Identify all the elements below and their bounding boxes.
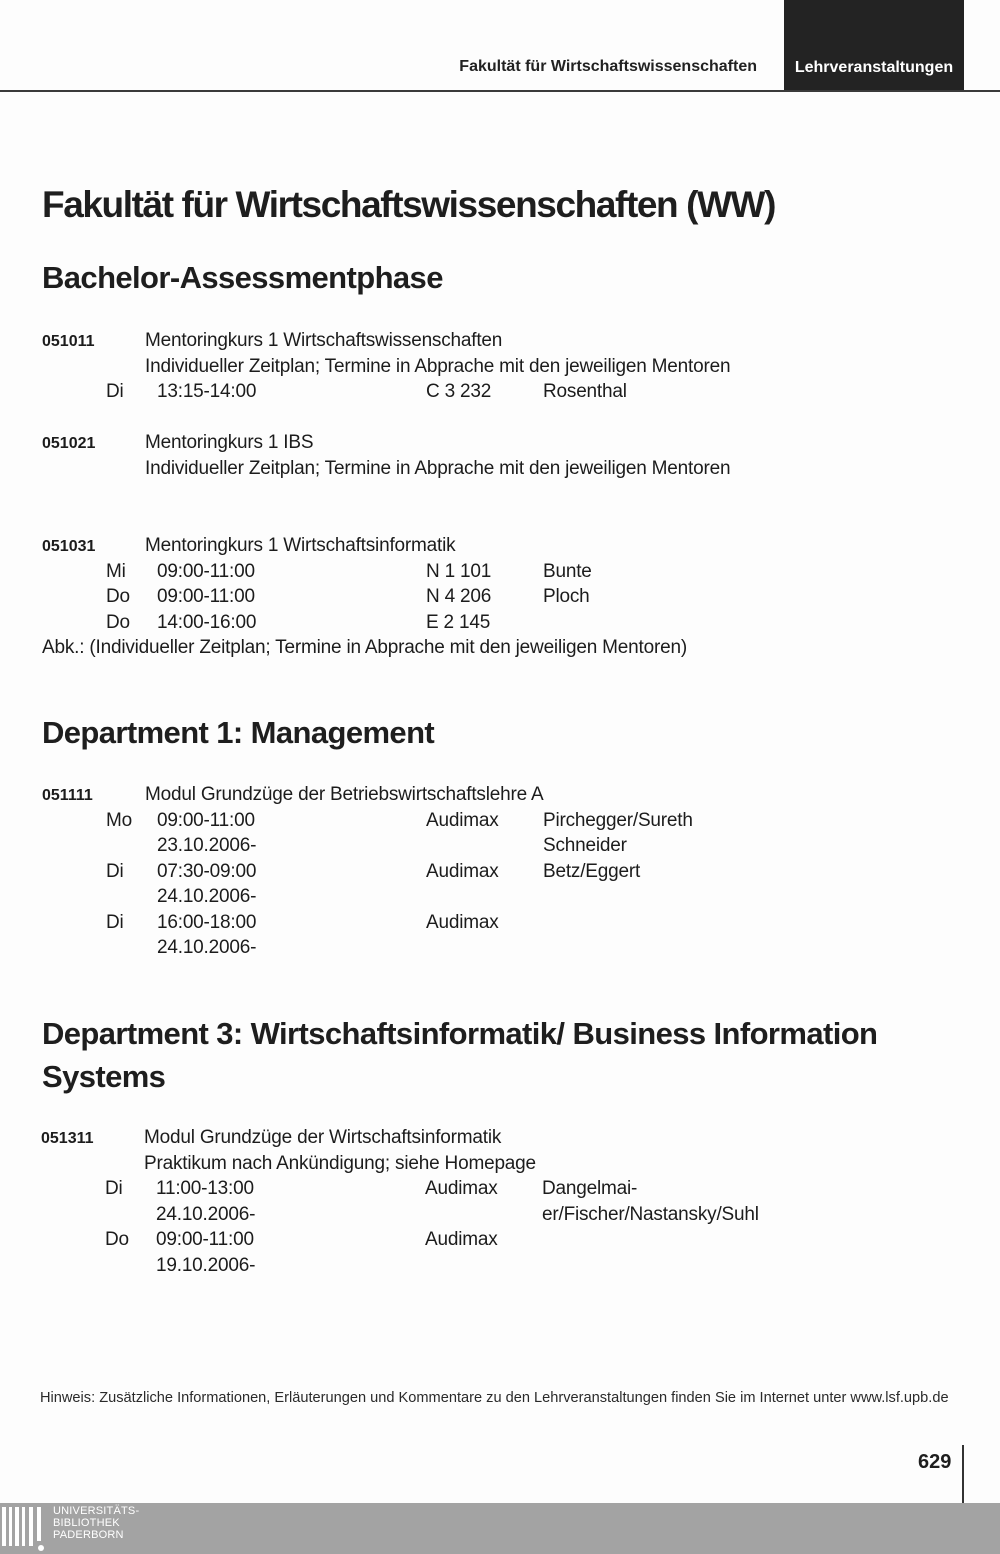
session-row-continued [0, 1202, 999, 1228]
session-day: Mo [106, 809, 132, 831]
course-number: 051111 [42, 787, 93, 804]
course-title: Modul Grundzüge der Wirtschaftsinformatik [144, 1127, 502, 1148]
session-room: Audimax [425, 1229, 498, 1250]
session-row [0, 859, 1000, 885]
course-footnote-row [0, 635, 1000, 661]
session-room: C 3 232 [426, 381, 492, 402]
running-header-tab-label: Lehrveranstaltungen [794, 59, 954, 76]
course-remark: Individueller Zeitplan; Termine in Abprache mit den jeweiligen Mentoren [145, 457, 731, 479]
session-room: E 2 145 [426, 611, 491, 633]
course-title: Mentoringkurs 1 IBS [145, 432, 314, 453]
session-room: Audimax [426, 911, 499, 933]
session-room: N 1 101 [426, 560, 492, 582]
session-day: Mi [106, 560, 126, 582]
session-lecturer: Betz/Eggert [543, 860, 641, 882]
course-number: 051031 [42, 538, 96, 555]
session-lecturer: er/Fischer/Nastansky/Suhl [542, 1203, 759, 1225]
course-entry [0, 533, 1000, 661]
session-row [0, 559, 1000, 585]
session-room: Audimax [426, 809, 499, 831]
session-start-date: 24.10.2006- [157, 886, 257, 907]
session-row [0, 610, 1000, 636]
course-header-row [0, 328, 1000, 354]
header-rule [0, 90, 1000, 92]
session-time: 14:00-16:00 [157, 611, 257, 633]
session-room: Audimax [425, 1178, 498, 1199]
course-entry [0, 328, 1000, 405]
session-start-date: 24.10.2006- [157, 937, 257, 958]
session-start-date: 19.10.2006- [156, 1254, 256, 1276]
course-header-row [0, 430, 1000, 456]
session-time: 09:00-11:00 [156, 1229, 254, 1250]
course-title: Mentoringkurs 1 Wirtschaftswissenschaften [145, 330, 503, 351]
session-day: Di [106, 911, 124, 933]
section-heading: Department 3: Wirtschaftsinformatik/ Business Information Systems [42, 1016, 878, 1094]
session-day: Di [105, 1178, 123, 1199]
session-day: Di [106, 860, 124, 882]
page-number-rule [962, 1445, 964, 1503]
library-barcode-logo-icon [0, 1503, 50, 1554]
session [0, 1176, 999, 1227]
course-entry [0, 782, 1000, 961]
session [0, 910, 1000, 961]
session-time: 07:30-09:00 [157, 860, 257, 882]
course-entry [0, 1125, 999, 1278]
running-header-tab [784, 0, 964, 90]
course-remark-row [0, 1151, 999, 1177]
session [0, 1227, 999, 1278]
course-title: Mentoringkurs 1 Wirtschaftsinformatik [145, 535, 456, 556]
library-logo-line: BIBLIOTHEK [53, 1517, 120, 1529]
session-time: 09:00-11:00 [157, 560, 255, 582]
course-number: 051021 [42, 435, 96, 452]
session-day: Do [106, 586, 130, 607]
session-day: Di [106, 381, 124, 402]
library-logo-text [53, 1505, 139, 1541]
page-title: Fakultät für Wirtschaftswissenschaften (WW) [42, 184, 776, 225]
footer-note: Hinweis: Zusätzliche Informationen, Erläuterungen und Kommentare zu den Lehrveranstaltungen finden Sie im Internet unter www.lsf.upb.de [40, 1390, 949, 1406]
session-lecturer: Schneider [543, 835, 627, 856]
course-header-row [0, 782, 1000, 808]
session-time: 13:15-14:00 [157, 381, 257, 402]
session [0, 808, 1000, 859]
session-lecturer: Dangelmai- [542, 1178, 638, 1199]
session-time: 11:00-13:00 [156, 1178, 254, 1199]
running-header-faculty: Fakultät für Wirtschaftswissenschaften [459, 58, 757, 75]
session-row [0, 808, 1000, 834]
course-remark-row [0, 456, 1000, 482]
session-row [0, 584, 1000, 610]
session-lecturer: Rosenthal [543, 381, 627, 402]
course-remark-row [0, 354, 1000, 380]
session-day: Do [106, 611, 130, 633]
session-row-continued [0, 1253, 999, 1279]
course-number: 051311 [41, 1130, 94, 1147]
session-lecturer: Ploch [543, 586, 590, 607]
course-footnote: Abk.: (Individueller Zeitplan; Termine in Abprache mit den jeweiligen Mentoren) [42, 637, 687, 658]
section-heading: Department 1: Management [42, 715, 435, 750]
session-time: 09:00-11:00 [157, 586, 255, 607]
session-row [0, 910, 1000, 936]
library-footer-band [0, 1503, 1000, 1554]
session-row [0, 379, 1000, 405]
session-start-date: 24.10.2006- [156, 1203, 256, 1225]
session-row-continued [0, 884, 1000, 910]
session [0, 859, 1000, 910]
course-remark: Individueller Zeitplan; Termine in Abprache mit den jeweiligen Mentoren [145, 355, 731, 377]
session-day: Do [105, 1229, 129, 1250]
course-header-row [0, 533, 1000, 559]
course-number: 051011 [42, 333, 95, 350]
session-row [0, 1176, 999, 1202]
section-heading: Bachelor-Assessmentphase [42, 260, 443, 295]
course-header-row [0, 1125, 999, 1151]
session-start-date: 23.10.2006- [157, 835, 257, 856]
page-number: 629 [918, 1451, 952, 1473]
library-logo-line: PADERBORN [53, 1529, 124, 1541]
session-room: Audimax [426, 860, 499, 882]
session-row-continued [0, 833, 1000, 859]
session-lecturer: Bunte [543, 560, 592, 582]
session-row [0, 1227, 999, 1253]
library-logo-line: UNIVERSITÄTS- [53, 1505, 140, 1517]
course-entry [0, 430, 1000, 481]
course-title: Modul Grundzüge der Betriebswirtschaftslehre A [145, 784, 544, 805]
course-remark: Praktikum nach Ankündigung; siehe Homepage [144, 1152, 536, 1174]
session-room: N 4 206 [426, 586, 492, 607]
session-time: 09:00-11:00 [157, 809, 255, 831]
session-time: 16:00-18:00 [157, 911, 257, 933]
session-row-continued [0, 935, 1000, 961]
session-lecturer: Pirchegger/Sureth [543, 809, 693, 831]
